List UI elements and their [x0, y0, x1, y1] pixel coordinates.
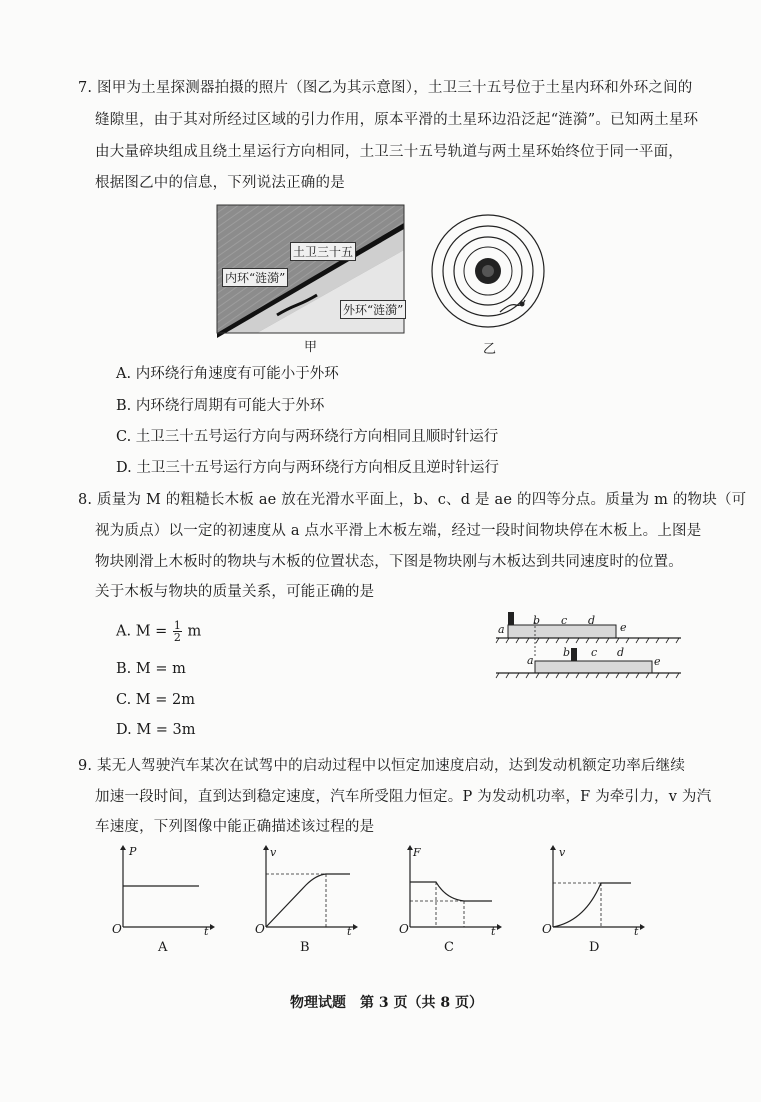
graph-a-label: A: [158, 940, 168, 955]
q7-line-1: 7. 图甲为土星探测器拍摄的照片（图乙为其示意图），土卫三十五号位于土星内环和外环之间的: [78, 80, 693, 96]
q9-line-3: 车速度，下列图像中能正确描述该过程的是: [95, 819, 375, 835]
graph-c-label: C: [444, 940, 454, 955]
point-c-upper: c: [561, 614, 568, 627]
moon-label: 土卫三十五: [290, 242, 356, 261]
point-b-lower: b: [563, 646, 571, 659]
graph-a-origin: O: [112, 922, 122, 936]
q8-line-4: 关于木板与物块的质量关系，可能正确的是: [95, 584, 375, 600]
q7-option-a[interactable]: A. 内环绕行角速度有可能小于外环: [116, 366, 339, 382]
point-c-lower: c: [591, 646, 598, 659]
saturn-ring-diagram: [430, 208, 550, 333]
page-footer: 物理试题 第 3 页（共 8 页）: [290, 995, 483, 1011]
q9-line-1: 9. 某无人驾驶汽车某次在试驾中的启动过程中以恒定加速度启动，达到发动机额定功率后继续: [78, 758, 686, 774]
q8-option-b[interactable]: B. M = m: [116, 661, 186, 677]
point-a-lower: a: [527, 654, 534, 667]
caption-yi: 乙: [483, 342, 497, 357]
graph-a-yaxis: P: [129, 845, 137, 858]
graph-d-xaxis: t: [634, 925, 639, 938]
q8-line-2: 视为质点）以一定的初速度从 a 点水平滑上木板左端，经过一段时间物块停在木板上。上图是: [95, 523, 702, 539]
graph-c-origin: O: [399, 922, 409, 936]
q8-option-a-prefix: A. M =: [116, 623, 168, 640]
q9-line-2: 加速一段时间，直到达到稳定速度，汽车所受阻力恒定。P 为发动机功率，F 为牵引力，v 为汽: [95, 789, 712, 805]
inner-ring-label: 内环“涟漪”: [222, 268, 288, 287]
q8-line-1: 8. 质量为 M 的粗糙长木板 ae 放在光滑水平面上，b、c、d 是 ae 的四等分点。质量为 m 的物块（可: [78, 492, 747, 508]
graph-c-yaxis: F: [413, 846, 421, 859]
fraction: [173, 620, 182, 643]
graph-a: [115, 845, 215, 935]
graph-d-yaxis: v: [559, 846, 566, 859]
q8-option-a-suffix: m: [187, 623, 202, 640]
graph-b-yaxis: v: [270, 846, 277, 859]
point-b-upper: b: [533, 614, 541, 627]
q8-line-3: 物块刚滑上木板时的物块与木板的位置状态，下图是物块刚与木板达到共同速度时的位置。: [95, 554, 683, 570]
q7-line-2: 缝隙里，由于其对所经过区域的引力作用，原本平滑的土星环边沿泛起“涟漪”。已知两土星环: [95, 112, 699, 128]
q7-option-c[interactable]: C. 土卫三十五号运行方向与两环绕行方向相同且顺时针运行: [116, 429, 499, 445]
point-a-upper: a: [498, 623, 505, 636]
graph-d-origin: O: [542, 922, 552, 936]
q8-option-d[interactable]: D. M = 3m: [116, 722, 196, 738]
q7-option-b[interactable]: B. 内环绕行周期有可能大于外环: [116, 398, 325, 414]
graph-b-origin: O: [255, 922, 265, 936]
graph-b-label: B: [300, 940, 310, 955]
graph-c-xaxis: t: [491, 925, 496, 938]
point-e-lower: e: [654, 655, 661, 668]
point-d-lower: d: [617, 646, 625, 659]
graph-d-label: D: [589, 940, 600, 955]
q8-option-c[interactable]: C. M = 2m: [116, 692, 195, 708]
q7-line-4: 根据图乙中的信息，下列说法正确的是: [95, 175, 345, 191]
point-d-upper: d: [588, 614, 596, 627]
point-e-upper: e: [620, 621, 627, 634]
q8-option-a[interactable]: [116, 620, 201, 643]
fraction-numerator: 1: [173, 619, 181, 632]
q7-line-3: 由大量碎块组成且绕土星运行方向相同，土卫三十五号轨道与两土星环始终位于同一平面，: [95, 144, 683, 160]
caption-jia: 甲: [304, 340, 318, 355]
graph-b-xaxis: t: [347, 925, 352, 938]
graph-a-xaxis: t: [204, 925, 209, 938]
q7-option-d[interactable]: D. 土卫三十五号运行方向与两环绕行方向相反且逆时针运行: [116, 460, 499, 476]
fraction-denominator: 2: [173, 631, 181, 644]
outer-ring-label: 外环“涟漪”: [340, 300, 406, 319]
